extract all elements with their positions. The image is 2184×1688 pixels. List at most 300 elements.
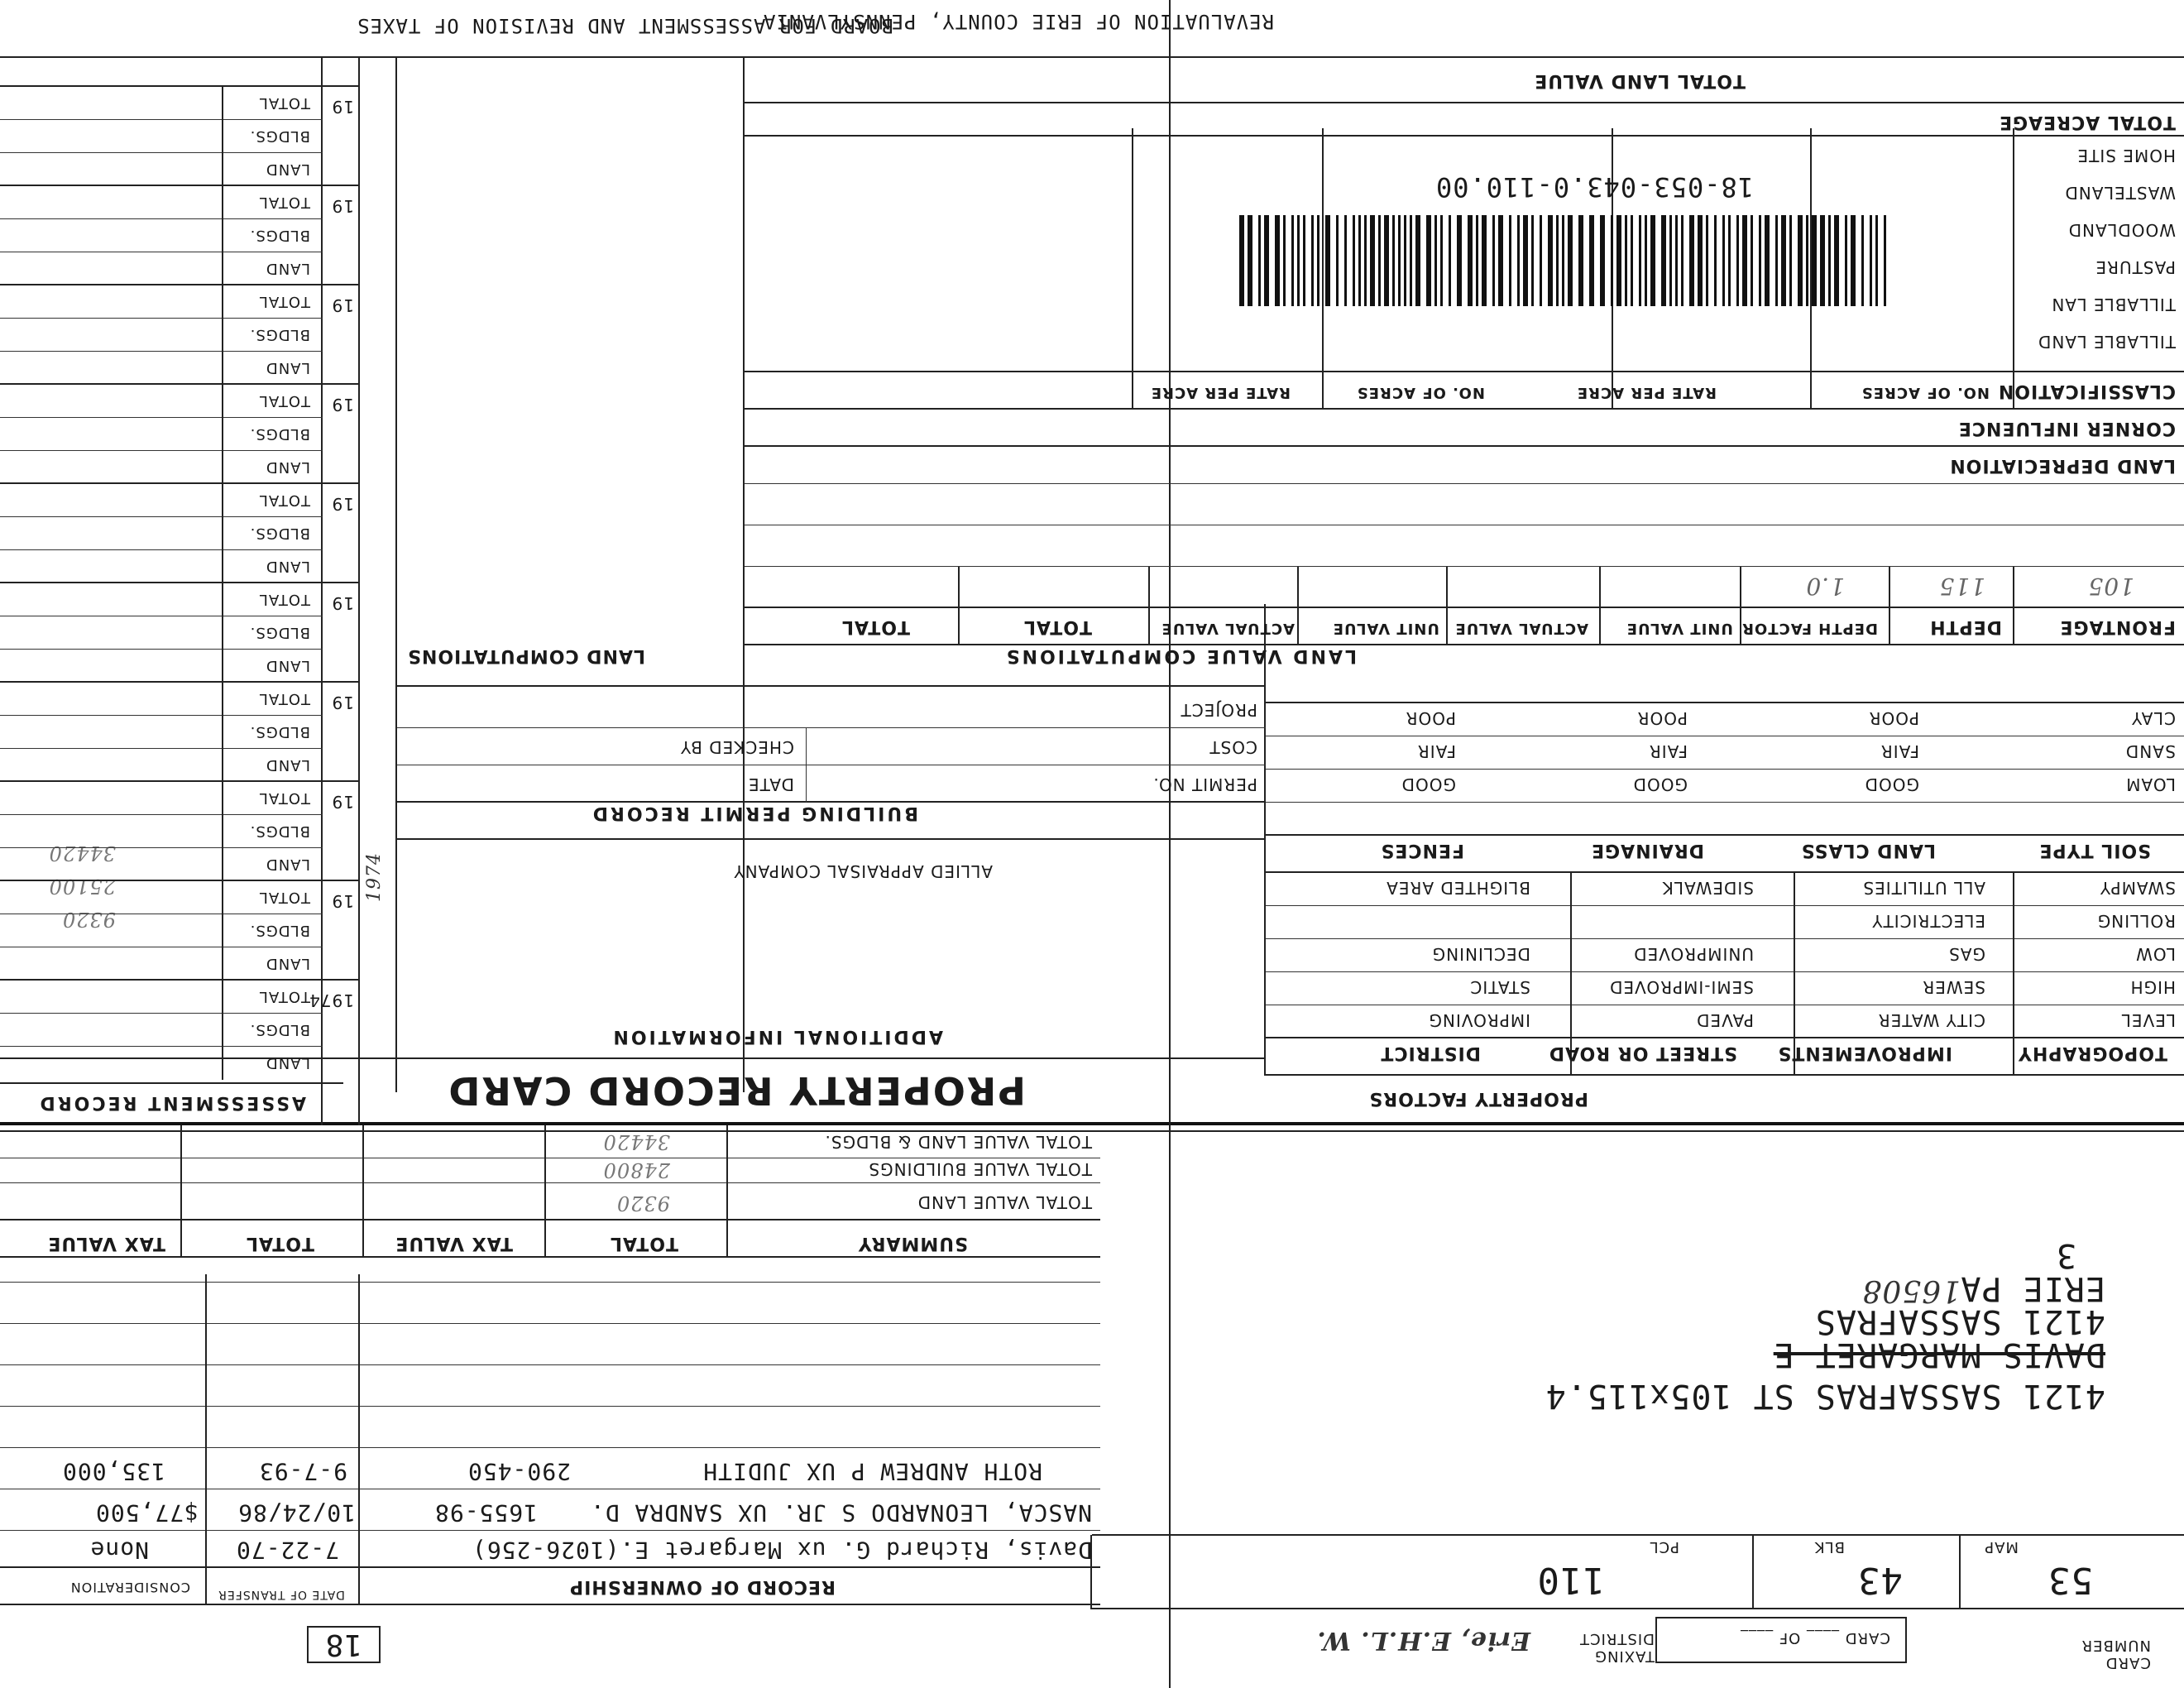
assessment-year: 1974 — [309, 990, 354, 1010]
summary-tax-value-header-2: TAX VALUE — [47, 1233, 165, 1254]
assessment-block-rule — [0, 185, 360, 186]
barcode-bar — [1806, 215, 1808, 306]
assessment-row-rule — [0, 1046, 323, 1047]
ac-row-pasture: PASTURE — [2095, 257, 2176, 277]
lv-rule-2 — [745, 607, 2184, 608]
summary-total-header: TOTAL — [609, 1233, 678, 1254]
barcode-bar — [1258, 215, 1261, 306]
barcode-bar — [1631, 215, 1633, 306]
barcode-bar — [1548, 215, 1553, 306]
impr-electricity: ELECTRICITY — [1871, 911, 1985, 931]
barcode-bar — [1742, 215, 1747, 306]
assessment-row-label: BLDGS. — [249, 525, 310, 542]
lc-poor: POOR — [1868, 708, 1919, 728]
ownership-row-2-book: 1655-98 — [433, 1499, 538, 1527]
assessment-year: 19 — [331, 196, 354, 216]
assessment-block-rule — [0, 979, 360, 981]
assessment-row-rule — [0, 649, 323, 650]
assessment-block-rule — [0, 284, 360, 285]
barcode-bar — [1722, 215, 1725, 306]
street-semi-improved: SEMI-IMPROVED — [1609, 977, 1754, 997]
lv-rule-5 — [745, 483, 2184, 484]
topo-swampy: SWAMPY — [2099, 878, 2176, 898]
lv-head-depth: DEPTH — [1929, 616, 2002, 637]
barcode-bar — [1661, 215, 1666, 306]
summary-rule-2 — [0, 1219, 1100, 1220]
assessment-block-rule — [0, 780, 360, 782]
assessment-row-label: TOTAL — [258, 293, 310, 310]
barcode-bar — [1669, 215, 1672, 306]
assessment-row-label: TOTAL — [258, 889, 310, 906]
assessment-row-rule — [0, 1013, 323, 1014]
pf-col-4 — [1264, 604, 1266, 1076]
pf-rule-2 — [1266, 971, 2184, 972]
ownership-row-1-consideration: None — [89, 1537, 149, 1564]
summary-hand-land: 9320 — [615, 1192, 670, 1215]
ownership-rule-1 — [0, 1604, 1100, 1605]
summary-col-2 — [544, 1125, 546, 1258]
assessment-row-label: BLDGS. — [249, 425, 310, 443]
bp-date: DATE — [747, 774, 794, 794]
ac-rule-head — [745, 371, 2184, 372]
assessment-row-rule — [0, 516, 323, 517]
barcode-bar — [1410, 215, 1412, 306]
assessment-block-rule — [0, 880, 360, 881]
barcode-bar — [1600, 215, 1605, 306]
barcode-bar — [1556, 215, 1559, 306]
allied-appraisal: ALLIED APPRAISAL COMPANY — [733, 861, 993, 881]
barcode-bar — [1714, 215, 1717, 306]
as-hand-bldgs: 25100 — [48, 875, 116, 898]
ac-col-a — [2013, 128, 2014, 410]
assessment-row-label: BLDGS. — [249, 1021, 310, 1038]
barcode-bar — [1589, 215, 1594, 306]
as-first-year-hand: 1974 — [364, 852, 385, 902]
property-record-card-title: PROPERTY RECORD CARD — [447, 1068, 1026, 1113]
ownership-row-2-date: 10/24/86 — [237, 1499, 356, 1527]
barcode-bar — [1482, 215, 1487, 306]
assessment-row-rule — [0, 417, 323, 418]
ac-head-acres-2: NO. OF ACRES — [1356, 384, 1485, 401]
owner-line-4-zip: 16508 — [1861, 1273, 1961, 1307]
assessment-year: 19 — [331, 295, 354, 315]
assessment-row-label: LAND — [265, 657, 310, 674]
barcode-bar — [1344, 215, 1347, 306]
summary-total-header-2: TOTAL — [245, 1233, 314, 1254]
barcode-bar — [1325, 215, 1330, 306]
ai-rule-top — [0, 1057, 1266, 1059]
impr-all-utilities: ALL UTILITIES — [1862, 878, 1985, 898]
assessment-row-rule — [0, 318, 323, 319]
barcode-bar — [1798, 215, 1803, 306]
barcode-bar — [1248, 215, 1252, 306]
barcode-bar — [1336, 215, 1339, 306]
ownership-rule-8 — [0, 1323, 1100, 1324]
boxed-number: 18 — [307, 1626, 381, 1663]
barcode-bar — [1440, 215, 1443, 306]
district-static: STATIC — [1469, 977, 1530, 997]
ownership-consideration-header: CONSIDERATION — [69, 1580, 190, 1595]
ownership-title: RECORD OF OWNERSHIP — [569, 1576, 836, 1597]
barcode-bar — [1616, 215, 1621, 306]
district-improving: IMPROVING — [1428, 1010, 1530, 1030]
barcode-bar — [1681, 215, 1684, 306]
soil-rule-head — [1266, 834, 2184, 836]
lc-left-edge — [395, 58, 397, 1092]
pcl-label: PCL — [1649, 1538, 1679, 1556]
barcode-image — [1233, 215, 1886, 306]
pf-rule-5 — [1266, 871, 2184, 873]
ac-rule-total — [745, 135, 2184, 137]
assessment-row-rule — [0, 351, 323, 352]
lv-head-total: TOTAL — [1023, 616, 1092, 637]
barcode-bar — [1781, 215, 1786, 306]
bp-permit-no: PERMIT NO. — [1152, 774, 1257, 794]
barcode-bar — [1765, 215, 1770, 306]
assessment-row-label: BLDGS. — [249, 624, 310, 641]
assessment-block-rule — [0, 383, 360, 385]
lv-hand-depth: 115 — [1938, 573, 1985, 600]
soil-head-fences: FENCES — [1380, 840, 1464, 861]
fe-fair: FAIR — [1416, 741, 1456, 761]
ownership-rule-7 — [0, 1364, 1100, 1365]
barcode-bar — [1845, 215, 1847, 306]
barcode-bar — [1378, 215, 1381, 306]
lv-col-d — [1599, 567, 1601, 645]
as-hand-total: 34420 — [48, 842, 116, 865]
soil-head-drainage: DRAINAGE — [1591, 840, 1704, 861]
street-sidewalk: SIDEWALK — [1661, 878, 1754, 898]
ownership-row-2-consideration: $77,500 — [94, 1499, 199, 1527]
owner-line-4: ERIE PA — [1960, 1269, 2105, 1307]
barcode-bar — [1517, 215, 1520, 306]
assessment-row-label: BLDGS. — [249, 127, 310, 145]
ac-row-wasteland: WASTELAND — [2064, 183, 2176, 203]
assessment-row-label: TOTAL — [258, 492, 310, 509]
assessment-row-label: LAND — [265, 1054, 310, 1072]
barcode-bar — [1398, 215, 1401, 306]
barcode-bar — [1392, 215, 1395, 306]
lv-head-unit-value-2: UNIT VALUE — [1332, 620, 1439, 637]
pf-head-district: DISTRICT — [1380, 1043, 1481, 1063]
land-computations-title: LAND COMPUTATIONS — [407, 645, 645, 666]
assessment-year: 19 — [331, 792, 354, 812]
ac-row-tillable-2: TILLABLE LAN — [2051, 295, 2176, 314]
card-info-rule-2 — [1092, 1534, 2184, 1536]
barcode-bar — [1645, 215, 1647, 306]
barcode-bar — [1283, 215, 1286, 306]
lv-col-c — [1740, 567, 1741, 645]
barcode-bar — [1540, 215, 1542, 306]
assessment-year: 19 — [331, 593, 354, 613]
lv-rule-3 — [745, 566, 2184, 567]
ai-rule-bottom — [397, 838, 1266, 840]
bp-rule-1 — [397, 801, 1266, 803]
barcode-bar — [1509, 215, 1511, 306]
assessment-year: 19 — [331, 97, 354, 117]
ownership-row-3-consideration: 135,000 — [61, 1458, 165, 1485]
summary-hand-buildings: 24800 — [602, 1158, 670, 1182]
barcode-bar — [1775, 215, 1778, 306]
ac-col-e — [1132, 128, 1133, 410]
assessment-row-rule — [0, 814, 323, 815]
ownership-row-1-owner: Davis, Richard G. ux Margaret E.(1026-256) — [471, 1537, 1092, 1564]
barcode-bar — [1358, 215, 1361, 306]
ac-head-acres-1: NO. OF ACRES — [1861, 384, 1990, 401]
barcode-bar — [1311, 215, 1314, 306]
barcode-bar — [1875, 215, 1878, 306]
ac-row-tillable: TILLABLE LAND — [2037, 332, 2176, 352]
blk-label: BLK — [1813, 1538, 1845, 1556]
assessment-title: ASSESSMENT RECORD — [37, 1092, 306, 1113]
card-of-label: CARD ____ OF ____ — [1740, 1629, 1890, 1647]
barcode-bar — [1476, 215, 1478, 306]
pcl-value: 110 — [1536, 1559, 1605, 1601]
lv-col-h — [958, 567, 960, 645]
card-number-label: CARD NUMBER — [2081, 1637, 2151, 1671]
land-value-title: LAND VALUE COMPUTATIONS — [1003, 645, 1357, 666]
barcode-bar — [1562, 215, 1564, 306]
map-divider — [1959, 1535, 1961, 1609]
blk-divider — [1752, 1535, 1754, 1609]
ac-row-homesite: HOME SITE — [2076, 146, 2176, 165]
assessment-year: 19 — [331, 395, 354, 415]
lc-left-edge-2 — [358, 58, 360, 1125]
barcode-bar — [1457, 215, 1462, 306]
ac-head-rate-1: RATE PER ACRE — [1576, 384, 1717, 401]
summary-row-buildings: TOTAL VALUE BUILDINGS — [868, 1159, 1092, 1179]
assessment-row-label: LAND — [265, 260, 310, 277]
lv-col-i — [743, 58, 745, 1092]
additional-info-title: ADDITIONAL INFORMATION — [611, 1026, 943, 1047]
assessment-row-rule — [0, 748, 323, 749]
assessment-row-label: LAND — [265, 161, 310, 178]
barcode-bar — [1239, 215, 1244, 306]
assessment-block-rule — [0, 681, 360, 683]
assessment-row-rule — [0, 847, 323, 848]
map-label: MAP — [1984, 1538, 2019, 1556]
as-rule-top — [0, 1082, 343, 1084]
barcode-bar — [1297, 215, 1300, 306]
soil-rule-4 — [1266, 702, 2184, 703]
barcode-bar — [1611, 215, 1613, 306]
summary-rule-3 — [0, 1182, 1100, 1183]
barcode-bar — [1689, 215, 1694, 306]
summary-rule-1 — [0, 1256, 1100, 1258]
assessment-block-rule — [0, 85, 360, 87]
ac-rule-total-2 — [745, 102, 2184, 103]
pf-rule-4 — [1266, 905, 2184, 906]
assessment-row-label: LAND — [265, 458, 310, 476]
assessment-row-rule — [0, 715, 323, 716]
assessment-row-label: TOTAL — [258, 988, 310, 1005]
total-land-value-label: TOTAL LAND VALUE — [1534, 70, 1746, 91]
barcode-bar — [1264, 215, 1269, 306]
lv-col-a — [2013, 567, 2014, 645]
barcode-bar — [1675, 215, 1678, 306]
barcode-bar — [1523, 215, 1528, 306]
soil-clay: CLAY — [2131, 708, 2176, 728]
assessment-row-rule — [0, 152, 323, 153]
street-unimproved: UNIMPROVED — [1633, 944, 1754, 964]
lv-head-depth-factor: DEPTH FACTOR — [1741, 620, 1878, 637]
assessment-row-label: LAND — [265, 856, 310, 873]
assessment-block-rule — [0, 482, 360, 484]
assessment-row-label: BLDGS. — [249, 326, 310, 343]
barcode-bar — [1449, 215, 1451, 306]
pf-head-street: STREET OR ROAD — [1548, 1043, 1737, 1063]
district-declining: DECLINING — [1431, 944, 1530, 964]
lv-col-f — [1297, 567, 1299, 645]
soil-sand: SAND — [2124, 741, 2176, 761]
card-info-rule — [1092, 1608, 2184, 1609]
barcode-bar — [1728, 215, 1731, 306]
ownership-rule-2 — [0, 1566, 1100, 1568]
topo-rolling: ROLLING — [2096, 911, 2176, 931]
pf-col-1 — [2013, 873, 2014, 1076]
barcode-bar — [1353, 215, 1355, 306]
barcode-bar — [1568, 215, 1573, 306]
assessment-row-label: LAND — [265, 359, 310, 376]
building-permit-title: BUILDING PERMIT RECORD — [590, 803, 918, 823]
bp-checked-by: CHECKED BY — [680, 737, 794, 757]
header-rule — [0, 56, 2184, 58]
assessment-row-label: BLDGS. — [249, 822, 310, 840]
barcode-bar — [1275, 215, 1280, 306]
assessment-col-rule — [222, 87, 223, 1080]
lv-corner-influence: CORNER INFLUENCE — [1957, 418, 2176, 439]
barcode-bar — [1851, 215, 1856, 306]
barcode-bar — [1426, 215, 1431, 306]
lv-rule-1 — [745, 644, 2184, 645]
lc-good: GOOD — [1864, 774, 1919, 794]
lv-head-actual-value: ACTUAL VALUE — [1454, 620, 1588, 637]
barcode-bar — [1415, 215, 1420, 306]
bp-col — [806, 728, 807, 803]
lv-head-actual-value-2: ACTUAL VALUE — [1161, 620, 1295, 637]
owner-line-3: 4121 SASSAFRAS — [1814, 1302, 2105, 1340]
summary-hand-total: 34420 — [602, 1130, 670, 1153]
lv-col-b — [1889, 567, 1890, 645]
assessment-row-label: TOTAL — [258, 591, 310, 608]
pf-rule-top — [1266, 1074, 2184, 1076]
lv-head-frontage: FRONTAGE — [2059, 616, 2176, 637]
barcode-bar — [1834, 215, 1839, 306]
assessment-row-label: LAND — [265, 558, 310, 575]
barcode-bar — [1759, 215, 1761, 306]
assessment-row-label: BLDGS. — [249, 723, 310, 741]
assessment-block-rule — [0, 582, 360, 583]
barcode-bar — [1884, 215, 1886, 306]
summary-col-1 — [726, 1125, 728, 1258]
assessment-year: 19 — [331, 494, 354, 514]
lv-hand-frontage: 105 — [2087, 573, 2134, 600]
lv-head-total-2: TOTAL — [841, 616, 910, 637]
owner-line-5: 3 — [2055, 1236, 2076, 1274]
lv-col-e — [1446, 567, 1448, 645]
barcode-bar — [1370, 215, 1375, 306]
ac-row-total: TOTAL ACREAGE — [1999, 112, 2176, 132]
ownership-rule-5 — [0, 1447, 1100, 1448]
assessment-row-rule — [0, 218, 323, 219]
barcode-bar — [1828, 215, 1831, 306]
lv-land-depreciation: LAND DEPRECIATION — [1949, 455, 2176, 476]
barcode-bar — [1578, 215, 1583, 306]
impr-city-water: CITY WATER — [1877, 1010, 1985, 1030]
assessment-row-label: LAND — [265, 756, 310, 774]
owner-line-2-struck: DAVIS MARGARET E — [1773, 1336, 2105, 1374]
topo-low: LOW — [2135, 944, 2176, 964]
bp-rule-4 — [397, 685, 1266, 687]
fe-good: GOOD — [1401, 774, 1456, 794]
ownership-rule-6 — [0, 1406, 1100, 1407]
barcode-bar — [1498, 215, 1503, 306]
ownership-row-2-owner: NASCA, LEONARDO S JR. UX SANDRA D. — [589, 1499, 1092, 1527]
barcode-bar — [1531, 215, 1534, 306]
taxing-district-value: Erie, E.H.L. W. — [1316, 1626, 1530, 1655]
barcode-bar — [1303, 215, 1305, 306]
lv-rule-6 — [745, 445, 2184, 447]
ownership-date-header: DATE OF TRANSFER — [218, 1588, 345, 1601]
ownership-row-3-book: 290-450 — [467, 1458, 571, 1485]
street-paved: PAVED — [1696, 1010, 1754, 1030]
blk-value: 43 — [1857, 1559, 1903, 1601]
barcode-bar — [1492, 215, 1495, 306]
fe-poor: POOR — [1405, 708, 1456, 728]
assessment-row-label: TOTAL — [258, 789, 310, 807]
barcode-bar — [1706, 215, 1708, 306]
barcode-bar — [1861, 215, 1864, 306]
dr-fair: FAIR — [1648, 741, 1688, 761]
ownership-row-3-date: 9-7-93 — [258, 1458, 347, 1485]
ownership-col-consideration — [205, 1274, 207, 1605]
soil-head-class: LAND CLASS — [1800, 840, 1936, 861]
barcode-bar — [1468, 215, 1473, 306]
header-left-title: REVALUATION OF ERIE COUNTY, PENNSYLVANIA — [763, 10, 1274, 33]
barcode-bar — [1736, 215, 1739, 306]
soil-rule-1 — [1266, 802, 2184, 803]
assessment-row-rule — [0, 119, 323, 120]
pf-head-topography: TOPOGRAPHY — [2017, 1043, 2167, 1063]
district-blighted: BLIGHTED AREA — [1386, 878, 1530, 898]
assessment-row-label: TOTAL — [258, 194, 310, 211]
summary-col-3 — [362, 1125, 364, 1258]
assessment-row-label: TOTAL — [258, 392, 310, 410]
dr-good: GOOD — [1632, 774, 1688, 794]
barcode-bar — [1384, 215, 1389, 306]
left-panel-edge — [1169, 0, 1171, 1688]
taxing-district-label: TAXING DISTRICT — [1579, 1630, 1655, 1665]
topo-high: HIGH — [2129, 977, 2176, 997]
lv-rule-7 — [745, 408, 2184, 410]
pf-rule-3 — [1266, 938, 2184, 939]
summary-row-land: TOTAL VALUE LAND — [917, 1192, 1092, 1212]
lv-col-g — [1148, 567, 1150, 645]
soil-rule-2 — [1266, 769, 2184, 770]
assessment-year: 19 — [331, 891, 354, 911]
mid-divider-2 — [0, 1130, 2184, 1132]
assessment-row-label: TOTAL — [258, 94, 310, 112]
property-factors-title: PROPERTY FACTORS — [1368, 1088, 1588, 1109]
map-value: 53 — [2048, 1559, 2093, 1601]
barcode-bar — [1639, 215, 1641, 306]
barcode-bar — [1291, 215, 1294, 306]
barcode-bar — [1812, 215, 1817, 306]
ac-head-classification: CLASSIFICATION — [1997, 381, 2176, 401]
bp-project: PROJECT — [1180, 700, 1257, 720]
barcode-text: 18-053-043.0-110.00 — [1434, 171, 1754, 203]
barcode-bar — [1870, 215, 1872, 306]
